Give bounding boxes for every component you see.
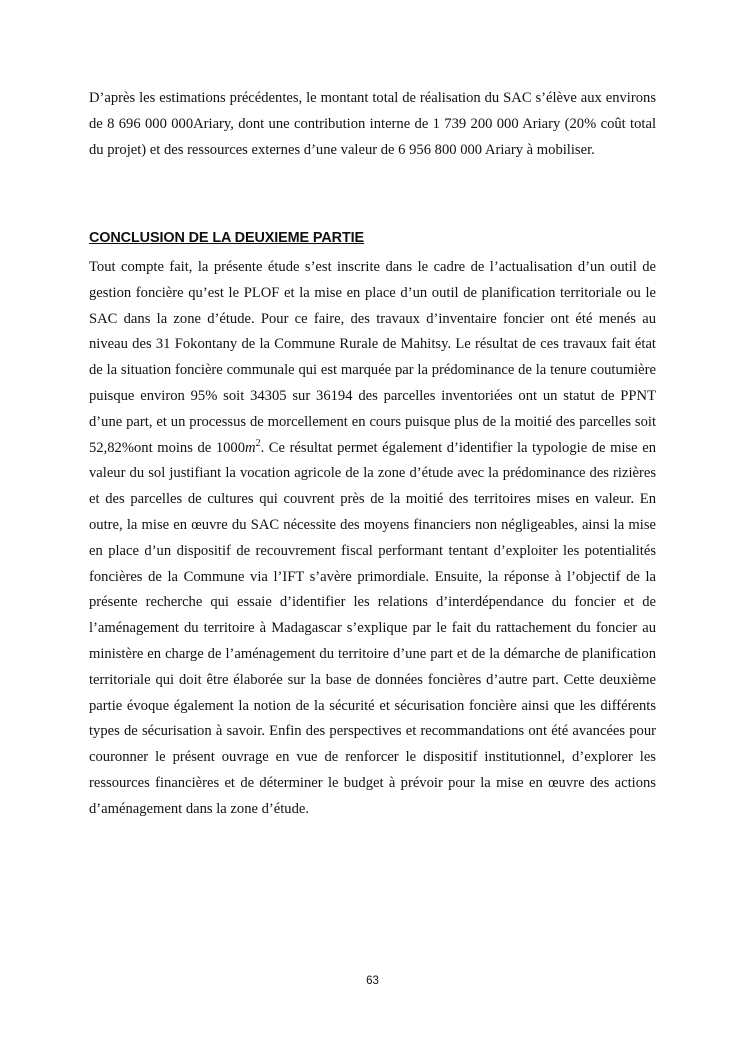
conclusion-text-part1: Tout compte fait, la présente étude s’est inscrite dans le cadre de l’actualisation d’un outil de gestion foncière qu’est le PLOF et la mise en place d’un outil de planification territoriale ou le SAC dans la zone d’étude. Pour ce faire, des travaux d’inventaire foncier ont été menés au niveau des 31 Fokontany de la Commune Rurale de Mahitsy. Le résultat de ces travaux fait état de la situation foncière communale qui est marquée par la prédominance de la tenure coutumière puisque environ 95% soit 34305 sur 36194 des parcelles inventoriées ont un statut de PPNT d’une part, et un processus de morcellement en cours puisque plus de la moitié des parcelles soit 52,82%ont moins de 1000: [89, 259, 656, 456]
area-unit-math: [245, 437, 261, 456]
intro-paragraph: D’après les estimations précédentes, le montant total de réalisation du SAC s’élève aux environs de 8 696 000 000Ariary, dont une contribution interne de 1 739 200 000 Ariary (20% coût total du projet) et des ressources externes d’une valeur de 6 956 800 000 Ariary à mobiliser.: [89, 90, 656, 158]
conclusion-paragraph: [89, 255, 656, 823]
section-heading: CONCLUSION DE LA DEUXIEME PARTIE: [89, 230, 365, 246]
area-unit-exponent: 2: [255, 437, 261, 449]
page-number: 63: [366, 975, 379, 987]
conclusion-text-part2: . Ce résultat permet également d’identifier la typologie de mise en valeur du sol justifiant la vocation agricole de la zone d’étude avec la prédominance des rizières et des parcelles de cultures qui couvrent près de la moitié des territoires mises en valeur. En outre, la mise en œuvre du SAC nécessite des moyens financiers non négligeables, ainsi la mise en place d’un dispositif de recouvrement fiscal performant tentant d’exploiter les potentialités foncières de la Commune via l’IFT s’avère primordiale. Ensuite, la réponse à l’objectif de la présente recherche qui essaie d’identifier les relations d’interdépendance du foncier et de l’aménagement du territoire à Madagascar s’explique par le fait du rattachement du foncier au ministère en charge de l’aménagement du territoire d’une part et de la démarche de planification territoriale qui doit être élaborée sur la base de données foncières d’autre part. Cette deuxième partie évoque également la notion de la sécurité et sécurisation foncière ainsi que les différents types de sécurisation à savoir. Enfin des perspectives et recommandations ont été avancées pour couronner le présent ouvrage en vue de renforcer le dispositif institutionnel, d’explorer les ressources financières et de déterminer le budget à prévoir pour la mise en œuvre des actions d’aménagement dans la zone d’étude.: [89, 439, 656, 817]
area-unit-base: m: [245, 439, 256, 456]
